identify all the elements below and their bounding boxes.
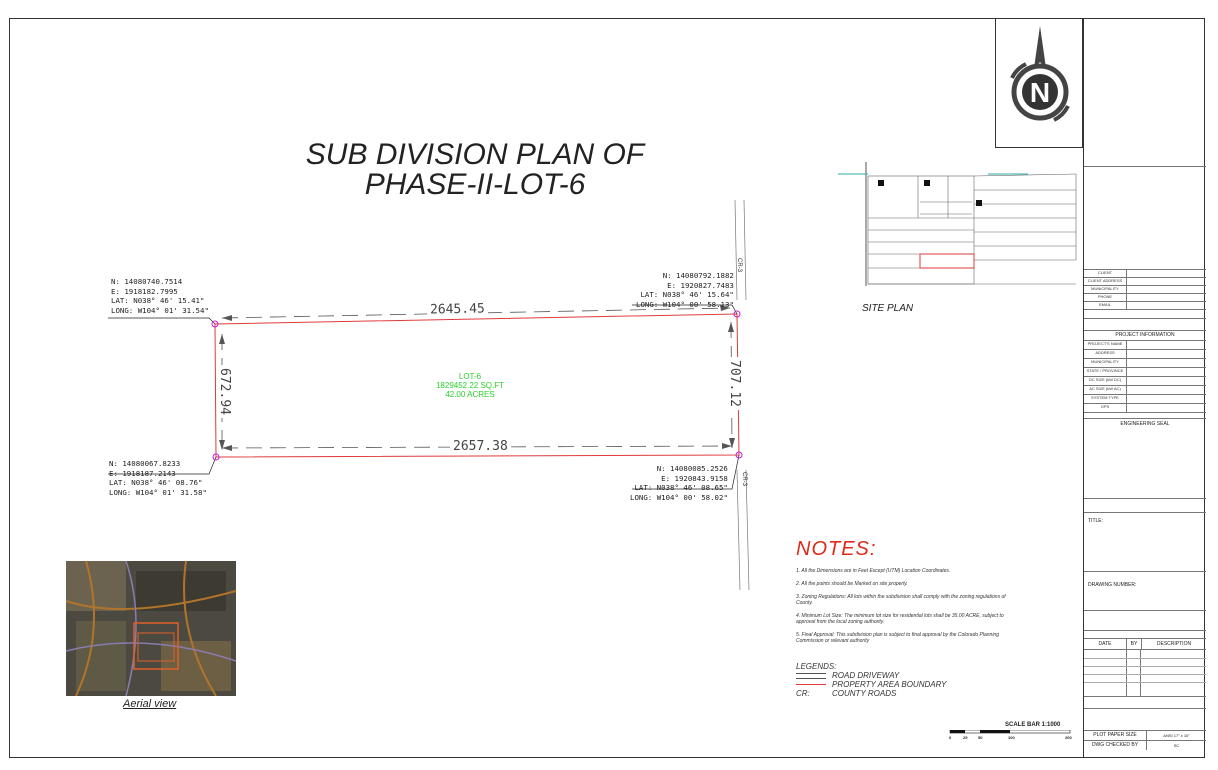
notes-list <box>796 568 1016 651</box>
tb-row <box>1084 293 1206 301</box>
project-fields <box>1084 340 1206 413</box>
tb-field-label: DC SIZE (kW DC) <box>1084 377 1127 385</box>
corner-coords-se <box>630 464 728 502</box>
revision-rows <box>1084 649 1206 697</box>
coord-n: N: 14080067.8233 <box>109 459 181 468</box>
tb-row <box>1084 269 1206 277</box>
note-item: 1. All the Dimensions are in Feet Except (UTM) Location Coordinates. <box>796 568 951 574</box>
coord-lat: LAT: N038° 46' 08.65" <box>634 483 728 492</box>
tb-row <box>1084 340 1206 349</box>
legend <box>796 662 946 698</box>
legend-cr-key: CR: <box>796 689 810 698</box>
title-label: TITLE: <box>1088 518 1104 524</box>
compass-icon <box>996 18 1084 148</box>
lot-label <box>420 372 520 399</box>
tb-divider <box>1084 330 1206 331</box>
tb-field-label: STATE / PROVINCE <box>1084 368 1127 376</box>
revision-table <box>1084 638 1206 697</box>
tb-field-label: GPS <box>1084 404 1127 412</box>
tb-row <box>1084 376 1206 385</box>
site-plan-label: SITE PLAN <box>862 303 914 314</box>
lot-area-sqft: 1829452.22 SQ.FT <box>435 381 505 390</box>
coord-e: E: 1918187.2143 <box>109 468 176 478</box>
corner-coords-ne <box>636 271 734 309</box>
tb-blank-top <box>1084 18 1206 166</box>
legend-cr-value: COUNTY ROADS <box>832 689 897 698</box>
client-fields <box>1084 269 1206 310</box>
coord-lat: LAT: N038° 46' 15.64" <box>640 290 734 299</box>
leader-nw <box>108 318 215 324</box>
plot-paper-value: ANSI 17" x 10" <box>1163 733 1190 738</box>
tb-divider <box>1084 571 1206 572</box>
coord-long: LONG: W104° 00' 58.02" <box>630 492 728 502</box>
tb-field-label: AC SIZE (kW AC) <box>1084 386 1127 394</box>
tb-row <box>1084 385 1206 394</box>
lot-name: LOT-6 <box>458 372 482 381</box>
engineering-seal-label: ENGINEERING SEAL <box>1120 421 1170 427</box>
drawing-number-label: DRAWING NUMBER: <box>1088 582 1137 588</box>
tb-divider <box>1084 418 1206 419</box>
boundary-symbol <box>796 684 826 685</box>
road-symbol <box>796 673 826 679</box>
coord-long: LONG: W104° 01' 31.58" <box>109 487 207 497</box>
scale-tick: 100 <box>1008 735 1015 740</box>
tb-field-label: PROJECT'S NAME <box>1084 341 1127 349</box>
tb-field-label: ADDRESS <box>1084 350 1127 358</box>
tb-field-label: CLIENT ADDRESS <box>1084 278 1127 285</box>
plot-info <box>1084 730 1206 750</box>
note-item: 2. All the points should be Marked on site properly. <box>796 581 908 587</box>
note-item: 5. Final Approval: This subdivision plan is subject to final approval by the Colorado Planning Commission or relevant authority <box>796 632 999 644</box>
legend-boundary <box>796 680 946 689</box>
dwg-checked-value: SC <box>1173 743 1180 748</box>
tb-field-label: MUNICIPALITY <box>1084 286 1127 293</box>
coord-e: E: 1918182.7995 <box>111 286 178 296</box>
coord-n: N: 14080740.7514 <box>111 277 183 286</box>
tb-field-label: MUNICIPALITY <box>1084 359 1127 367</box>
dimension-bottom: 2657.38 <box>450 439 511 454</box>
tb-row <box>1084 349 1206 358</box>
road-label-bottom: CR-3 <box>741 471 748 487</box>
legend-boundary-label: PROPERTY AREA BOUNDARY <box>832 680 947 689</box>
tb-field-label: CLIENT <box>1084 270 1127 277</box>
scale-tick: 50 <box>978 735 983 740</box>
scale-tick: 200 <box>1065 735 1072 740</box>
corner-coords-sw <box>109 459 207 497</box>
coord-long: LONG: W104° 01' 31.54" <box>111 305 209 315</box>
aerial-view-label: Aerial view <box>123 698 177 710</box>
scale-label: SCALE BAR 1:1000 <box>1005 722 1061 728</box>
tb-divider <box>1084 498 1206 499</box>
tb-row <box>1084 367 1206 376</box>
legend-heading: LEGENDS: <box>796 662 837 671</box>
tb-divider <box>1084 318 1206 319</box>
tb-divider <box>1084 166 1206 167</box>
dimension-left: 672.94 <box>217 365 232 418</box>
tb-row <box>1084 277 1206 285</box>
tb-divider <box>1084 610 1206 611</box>
tb-row <box>1084 301 1206 310</box>
coord-e: E: 1920843.9158 <box>661 473 728 483</box>
notes-heading: NOTES: <box>796 538 877 560</box>
north-letter: N <box>1029 77 1051 108</box>
plot-paper-label: PLOT PAPER SIZE <box>1084 731 1147 740</box>
tb-field-label: PHONE <box>1084 294 1127 301</box>
legend-cr <box>796 689 946 698</box>
rev-header-description: DESCRIPTION <box>1156 641 1192 647</box>
tb-divider <box>1084 512 1206 513</box>
coord-lat: LAT: N038° 46' 15.41" <box>111 296 205 305</box>
site-plan-map <box>838 160 1078 290</box>
aerial-view-image <box>66 561 236 696</box>
note-item: 4. Minimum Lot Size: The minimum lot size for residential lots shall be 35.00 ACRE, subject to approval from the local zoning authority. <box>796 613 1004 625</box>
plan-title-line2: PHASE-II-LOT-6 <box>364 168 586 201</box>
tb-row <box>1084 403 1206 413</box>
tb-field-label: EMAIL <box>1084 302 1127 309</box>
lot-area-acres: 42.00 ACRES <box>445 390 495 399</box>
legend-road <box>796 671 946 680</box>
scale-tick: 25 <box>963 735 968 740</box>
legend-road-label: ROAD DRIVEWAY <box>832 671 900 680</box>
plan-title-line1: SUB DIVISION PLAN OF <box>305 138 645 171</box>
dwg-checked-label: DWG CHECKED BY <box>1084 741 1147 750</box>
corner-coords-nw <box>111 277 209 315</box>
tb-row <box>1084 285 1206 293</box>
scale-tick: 0 <box>949 735 952 740</box>
title-block <box>1083 18 1205 758</box>
rev-header-date: DATE <box>1084 639 1127 649</box>
note-item: 3. Zoning Regulations: All lots within the subdivision shall comply with the zoning regulations of County. <box>796 594 1006 606</box>
dimension-right: 707.12 <box>727 357 742 410</box>
rev-header-by: BY <box>1127 639 1142 649</box>
tb-row <box>1084 394 1206 403</box>
coord-e: E: 1920827.7483 <box>667 280 734 290</box>
tb-divider <box>1084 708 1206 709</box>
road-label-top: CR-3 <box>736 257 743 273</box>
tb-divider <box>1084 630 1206 631</box>
north-arrow-panel <box>995 18 1083 148</box>
tb-row <box>1084 358 1206 367</box>
project-info-heading: PROJECT INFORMATION <box>1115 332 1175 338</box>
coord-long: LONG: W104° 00' 58.13" <box>636 299 734 309</box>
coord-n: N: 14080792.1882 <box>662 271 734 280</box>
tb-row <box>1084 740 1206 750</box>
tb-field-label: SYSTEM TYPE <box>1084 395 1127 403</box>
revision-header <box>1084 638 1206 649</box>
coord-n: N: 14080085.2526 <box>656 464 728 473</box>
tb-row <box>1084 730 1206 740</box>
dimension-top: 2645.45 <box>427 301 488 317</box>
coord-lat: LAT: N038° 46' 08.76" <box>109 478 203 487</box>
